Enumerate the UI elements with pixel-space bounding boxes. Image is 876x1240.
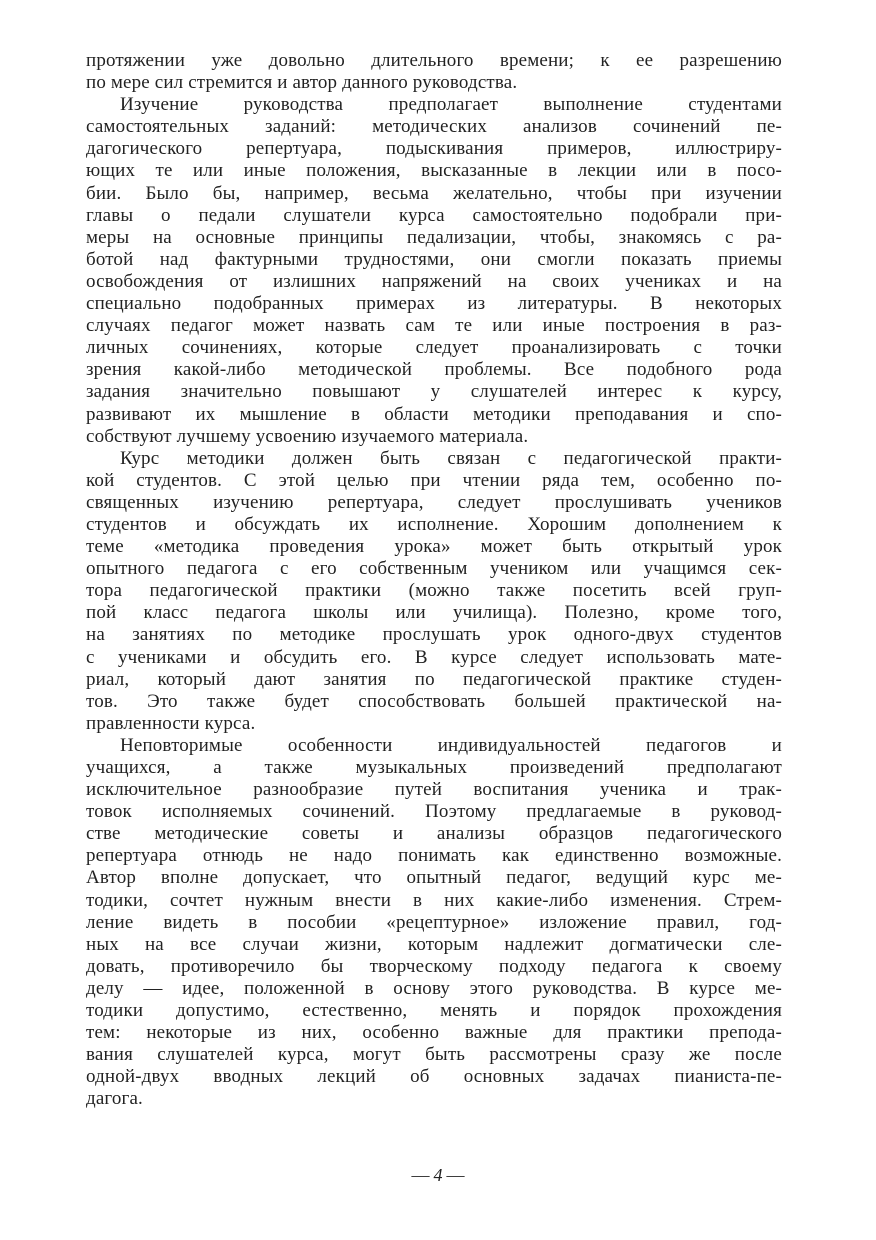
text-line: Неповторимые особенности индивидуальностей педагогов и [120, 734, 782, 756]
text-line: стве методические советы и анализы образцов педагогического [86, 823, 782, 845]
page-number-dash-left: — [411, 1165, 430, 1185]
text-line: Автор вполне допускает, что опытный педагог, ведущий курс ме- [86, 867, 782, 889]
paragraph-3 [86, 448, 782, 735]
text-line: учащихся, а также музыкальных произведений предполагают [86, 757, 782, 778]
text-line: главы о педали слушатели курса самостоятельно подобрали при- [86, 204, 782, 226]
text-line: Курс методики должен быть связан с педагогической практи- [120, 447, 782, 469]
text-line: меры на основные принципы педализации, чтобы, знакомясь с ра- [86, 226, 782, 248]
text-line: опытного педагога с его собственным учеником или учащимся сек- [86, 558, 782, 580]
text-line: ных на все случаи жизни, которым надлежит догматически сле- [86, 933, 782, 955]
text-line: товок исполняемых сочинений. Поэтому предлагаемые в руковод- [86, 801, 782, 823]
text-line: довать, противоречило бы творческому подходу педагога к своему [86, 955, 782, 977]
text-line: личных сочинениях, которые следует проанализировать с точки [86, 337, 782, 359]
text-line: с учениками и обсудить его. В курсе следует использовать мате- [86, 646, 782, 668]
text-line: ление видеть в пособии «рецептурное» изложение правил, год- [86, 911, 782, 933]
text-line: зрения какой-либо методической проблемы. Все подобного рода [86, 359, 782, 381]
paragraph-1 [86, 50, 782, 94]
text-line: исключительное разнообразие путей воспитания ученика и трак- [86, 779, 782, 801]
paragraph-2 [86, 94, 782, 448]
text-line: на занятиях по методике прослушать урок одного-двух студентов [86, 624, 782, 646]
text-line: тодики допустимо, естественно, менять и порядок прохождения [86, 1000, 782, 1022]
text-line: Изучение руководства предполагает выполнение студентами [120, 94, 782, 116]
text-line: священных изучению репертуара, следует прослушивать учеников [86, 491, 782, 513]
text-line: студентов и обсуждать их исполнение. Хорошим дополнением к [86, 513, 782, 535]
text-line: протяжении уже довольно длительного времени; к ее разрешению [86, 50, 782, 71]
text-line: тов. Это также будет способствовать большей практической на- [86, 690, 782, 712]
text-line: бии. Было бы, например, весьма желательно, чтобы при изучении [86, 182, 782, 204]
text-line: тодики, сочтет нужным внести в них какие-либо изменения. Стрем- [86, 889, 782, 911]
text-line: кой студентов. С этой целью при чтении ряда тем, особенно по- [86, 469, 782, 491]
text-line: ботой над фактурными трудностями, они смогли показать приемы [86, 248, 782, 270]
text-line: случаях педагог может назвать сам те или иные построения в раз- [86, 315, 782, 337]
text-line: по мере сил стремится и автор данного руководства. [86, 72, 518, 94]
text-line: задания значительно повышают у слушателей интерес к курсу, [86, 381, 782, 403]
text-line: дагогического репертуара, подыскивания примеров, иллюстриру- [86, 138, 782, 160]
text-line: специально подобранных примерах из литературы. В некоторых [86, 293, 782, 315]
text-line: вания слушателей курса, могут быть рассмотрены сразу же после [86, 1044, 782, 1066]
text-line: тора педагогической практики (можно также посетить всей груп- [86, 580, 782, 602]
page-number [0, 1165, 876, 1186]
text-line: развивают их мышление в области методики преподавания и спо- [86, 403, 782, 425]
page-number-value: 4 [433, 1165, 443, 1185]
text-line: делу — идее, положенной в основу этого руководства. В курсе ме- [86, 977, 782, 999]
text-line: риал, который дают занятия по педагогической практике студен- [86, 668, 782, 690]
text-line: репертуара отнюдь не надо понимать как единственно возможные. [86, 845, 782, 867]
text-line: самостоятельных заданий: методических анализов сочинений пе- [86, 116, 782, 138]
page-number-dash-right: — [446, 1165, 465, 1185]
text-line: освобождения от излишних напряжений на своих учениках и на [86, 270, 782, 292]
text-line: пой класс педагога школы или училища). Полезно, кроме того, [86, 602, 782, 624]
text-line: дагога. [86, 1088, 143, 1110]
text-line: одной-двух вводных лекций об основных задачах пианиста-пе- [86, 1066, 782, 1088]
text-line: тем: некоторые из них, особенно важные для практики препода- [86, 1022, 782, 1044]
text-line: теме «методика проведения урока» может быть открытый урок [86, 536, 782, 558]
text-line: собствуют лучшему усвоению изучаемого материала. [86, 425, 529, 447]
text-line: ющих те или иные положения, высказанные в лекции или в посо- [86, 160, 782, 182]
page-body [86, 50, 782, 1111]
text-line: правленности курса. [86, 712, 256, 734]
paragraph-4 [86, 735, 782, 1111]
